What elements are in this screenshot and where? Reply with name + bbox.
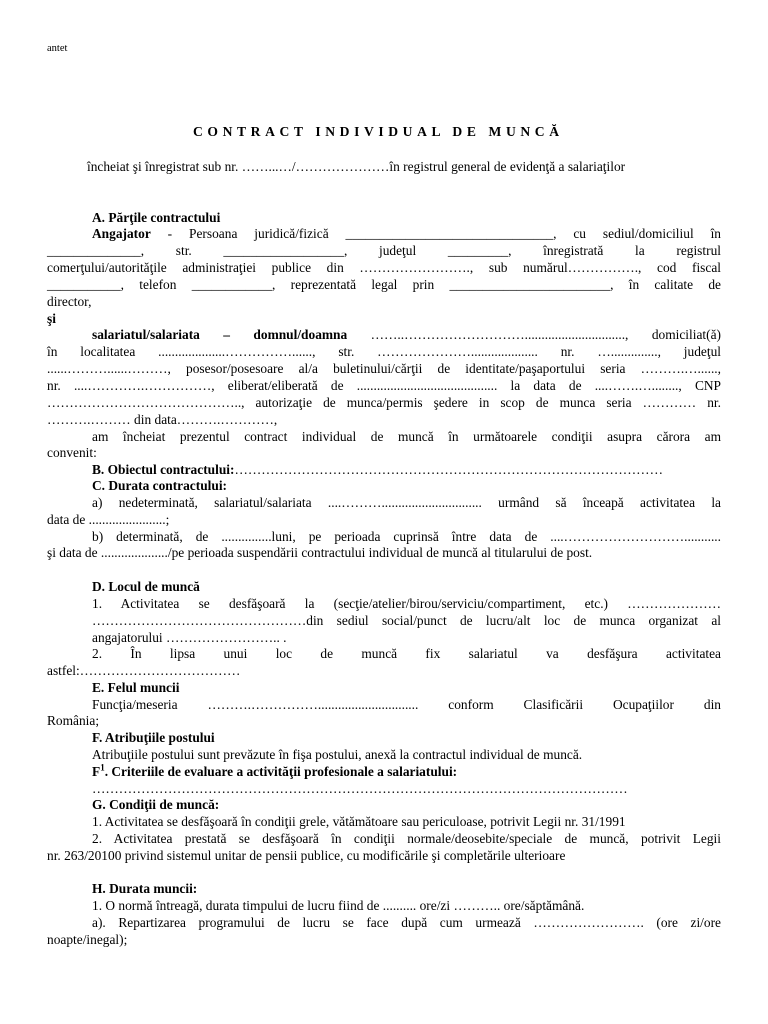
- section-e-heading: E. Felul muncii: [92, 680, 180, 695]
- section-f1-dots: …………………………………………………………………………………………………………: [92, 781, 628, 796]
- section-h-line-1: 1. O normă întreagă, durata timpului de lucru fiind de .......... ore/zi ……….. ore/săptămână.: [92, 898, 585, 913]
- salariat-line-1: [92, 327, 721, 343]
- salariat-line-5: …………………………………….., autorizaţie de munca/permis şedere in scop de munca seria ………… nr.: [47, 395, 721, 410]
- angajator-line-3: comerţului/autorităţile administraţiei publice din ……………………., sub numărul……………., cod fiscal: [47, 260, 721, 275]
- section-c-line-2: data de .......................;: [47, 512, 170, 527]
- section-d-line-3: angajatorului …………………….. .: [92, 630, 287, 645]
- section-g-line-3: nr. 263/20100 privind sistemul unitar de pensii publice, cu modificările şi completările ulterioare: [47, 848, 566, 863]
- section-f1-superscript: 1: [100, 762, 105, 773]
- section-b-line: [92, 462, 766, 478]
- angajator-text-1: - Persoana juridică/fizică _______________________________, cu sediul/domiciliul în: [150, 226, 721, 241]
- section-b-text: ……………………………………………………………………………………: [234, 462, 663, 477]
- section-h-line-2: a). Repartizarea programului de lucru se face după cum urmează ……………………. (ore zi/ore: [92, 915, 721, 930]
- registration-line: încheiat şi înregistrat sub nr. ……...…/…………………în registrul general de evidenţă a salariaţilor: [87, 159, 626, 174]
- section-g-line-2: 2. Activitatea prestată se desfăşoară în condiţii normale/deosebite/speciale de muncă, potrivit Legii: [92, 831, 721, 846]
- salariat-label: salariatul/salariata – domnul/doamna: [92, 327, 348, 342]
- section-d-line-2: …………………………………………din sediul social/punct de lucru/alt loc de munca organizat al: [92, 613, 721, 628]
- section-f1-heading: [92, 764, 766, 780]
- section-c-line-1: a) nedeterminată, salariatul/salariata ....……….............................. urmând să înceapă activitatea la: [92, 495, 721, 510]
- header-note: antet: [47, 43, 68, 54]
- document-title: CONTRACT INDIVIDUAL DE MUNCĂ: [193, 124, 564, 139]
- section-e-line-2: România;: [47, 713, 100, 728]
- angajator-line-1: [92, 226, 721, 242]
- salariat-line-4: nr. ....………….……………, eliberat/eliberată de .......................................... la data de ....…….…........, CNP: [47, 378, 721, 393]
- salariat-line-6: ……….……… din data……….…………,: [47, 412, 278, 427]
- section-g-line-1: 1. Activitatea se desfăşoară în condiţii grele, vătămătoare sau periculoase, potrivit Legii nr. 31/1991: [92, 814, 626, 829]
- section-c-heading: C. Durata contractului:: [92, 478, 228, 493]
- section-f-text: Atribuţiile postului sunt prevăzute în fişa postului, anexă la contractul individual de muncă.: [92, 747, 583, 762]
- section-c-line-3: b) determinată, de ...............luni, pe perioada cuprinsă între data de ....………………………...........: [92, 529, 721, 544]
- section-d-heading: D. Locul de muncă: [92, 579, 200, 594]
- salariat-line-2: în localitatea ....................……………......, str. ………………….................... nr. ….............., judeţul: [47, 344, 721, 359]
- section-h-line-3: noapte/inegal);: [47, 932, 128, 947]
- section-f1-title: . Criteriile de evaluare a activităţii profesionale a salariatului:: [104, 764, 458, 779]
- section-f-heading: F. Atribuţiile postului: [92, 730, 215, 745]
- angajator-line-2: ______________, str. __________________, judeţul _________, înregistrată la registrul: [47, 243, 721, 258]
- section-b-heading: B. Obiectul contractului:: [92, 462, 235, 477]
- angajator-line-5: director,: [47, 294, 92, 309]
- salariat-line-7: am încheiat prezentul contract individual de muncă în următoarele condiţii asupra cărora am: [92, 429, 721, 444]
- section-d-line-5: astfel:………………………………: [47, 663, 241, 678]
- section-g-heading: G. Condiţii de muncă:: [92, 797, 220, 812]
- angajator-label: Angajator: [92, 226, 151, 241]
- section-c-line-4: şi data de ..................../pe perioada suspendării contractului individual de muncă al titularului de post.: [47, 545, 593, 560]
- section-h-heading: H. Durata muncii:: [92, 881, 198, 896]
- section-d-line-1: 1. Activitatea se desfăşoară la (secţie/atelier/birou/serviciu/compartiment, etc.) …………………: [92, 596, 721, 611]
- conjunction-si: şi: [47, 311, 56, 326]
- angajator-line-4: ___________, telefon ____________, reprezentată legal prin ________________________, în calitate de: [47, 277, 721, 292]
- salariat-line-3: ......………......………, posesor/posesoare al/a buletinului/cărţii de identitate/paşaportului seria ……….…......,: [47, 361, 721, 376]
- salariat-line-8: convenit:: [47, 445, 97, 460]
- section-e-line-1: Funcţia/meseria ……….…………….............................. conform Clasificării Ocupaţiilor din: [92, 697, 721, 712]
- section-f1-letter: F: [92, 764, 101, 779]
- section-a-heading: A. Părţile contractului: [92, 210, 221, 225]
- salariat-text-1: ……..……………………….............................., domiciliat(ă): [347, 327, 721, 342]
- section-d-line-4: 2. În lipsa unui loc de muncă fix salariatul va desfăşura activitatea: [92, 646, 721, 661]
